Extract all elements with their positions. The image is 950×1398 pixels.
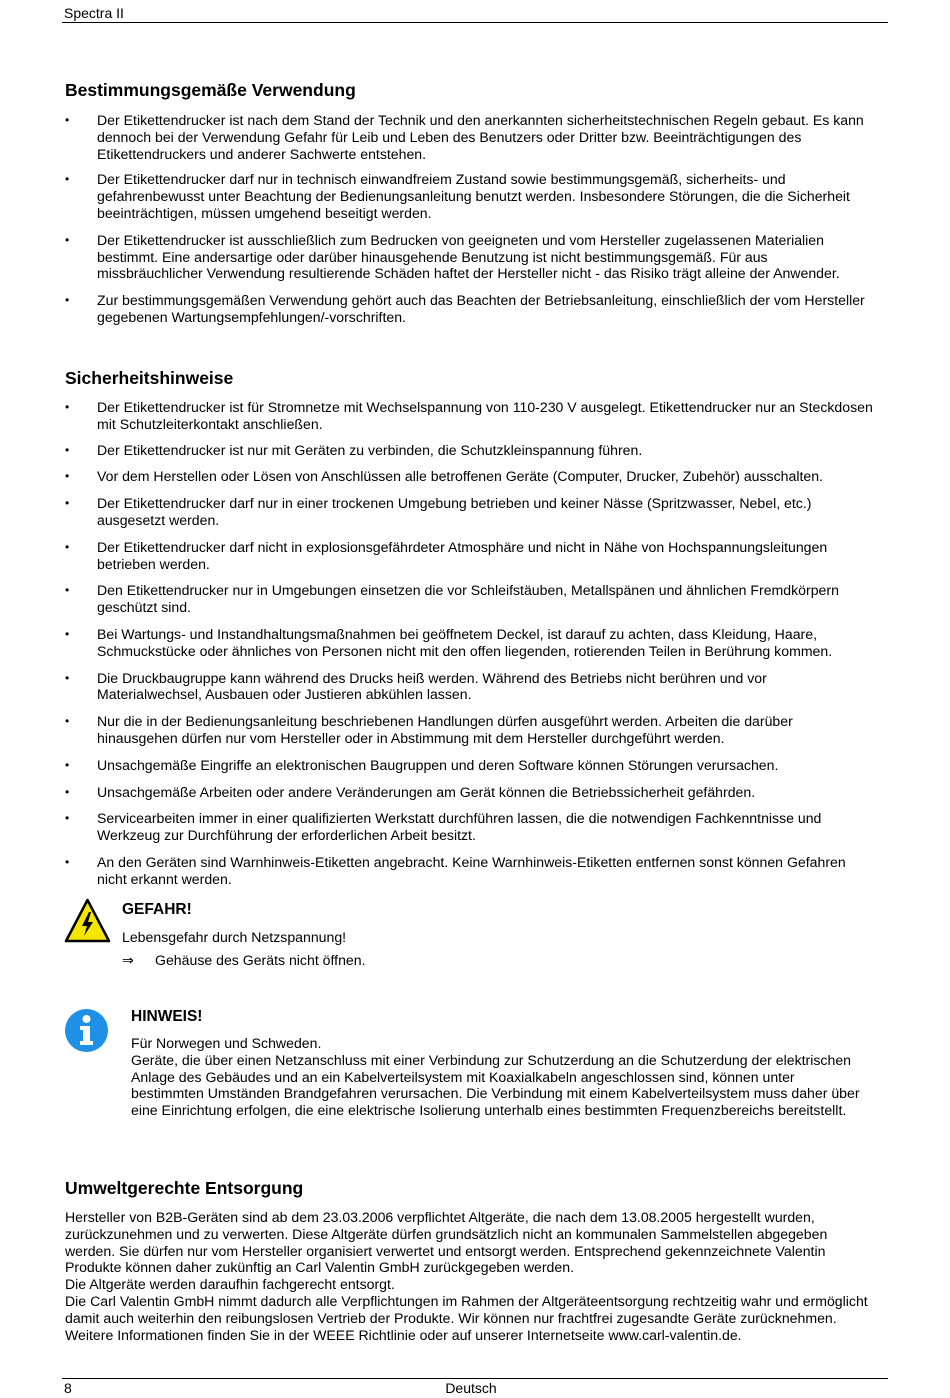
list-item: • Bei Wartungs- und Instandhaltungsmaßnahmen bei geöffnetem Deckel, ist darauf zu achten, dass Kleidung, Haare, Schmuckstücke oder ähnliches von Personen nicht mit den offen liegenden, rotierenden Teilen in Berührung kommen. — [65, 626, 875, 660]
page-footer — [62, 1378, 888, 1398]
section-intended-use — [65, 79, 875, 326]
list-item: • An den Geräten sind Warnhinweis-Etiketten angebracht. Keine Warnhinweis-Etiketten entfernen sonst können Gefahren nicht erkannt werden. — [65, 854, 875, 888]
paragraph: Weitere Informationen finden Sie in der WEEE Richtlinie oder auf unserer Internetseite www.carl-valentin.de. — [65, 1326, 742, 1343]
notice-text: Geräte, die über einen Netzanschluss mit einer Verbindung zur Schutzerdung an die Schutzerdung der elektrischen Anlage des Gebäudes und an ein Kabelverteilsystem mit Koaxialkabeln angeschlossen sind, können unter bestimmten Umständen Brandgefahren verursachen. Die Verbindung mit einem Kabelverteilsystem muss daher über eine Einrichtung erfolgen, die eine elektrische Isolierung unterhalb eines bestimmten Frequenzbereichs bereitstellt. — [131, 1051, 860, 1119]
list-item: • Der Etikettendrucker ist nach dem Stand der Technik und den anerkannten sicherheitstechnischen Regeln gebaut. Es kann dennoch bei der Verwendung Gefahr für Leib und Leben des Benutzers oder Dritter bzw. Beeinträchtigungen des Etikettendruckers und anderer Sachwerte entstehen. — [65, 112, 875, 162]
notice-title: HINWEIS! — [131, 1008, 203, 1025]
list-item: • Der Etikettendrucker ist ausschließlich zum Bedrucken von geeigneten und vom Hersteller zugelassenen Materialien bestimmt. Eine andersartige oder darüber hinausgehende Benutzung ist nicht bestimmungsgemäß. Für aus missbräuchlicher Verwendung resultierende Schäden haftet der Hersteller nicht - das Risiko trägt alleine der Anwender. — [65, 232, 875, 282]
paragraph: Die Altgeräte werden daraufhin fachgerecht entsorgt. — [65, 1276, 395, 1293]
list-item: • Nur die in der Bedienungsanleitung beschriebenen Handlungen dürfen ausgeführt werden. Arbeiten die darüber hinausgehen dürfen nur vom Hersteller oder in Abstimmung mit dem Hersteller durchgeführt werden. — [65, 713, 875, 747]
list-item: • Den Etikettendrucker nur in Umgebungen einsetzen die vor Schleifstäuben, Metallspänen und ähnlichen Fremdkörpern geschützt sind. — [65, 582, 875, 616]
paragraph: Die Carl Valentin GmbH nimmt dadurch alle Verpflichtungen im Rahmen der Altgeräteentsorgung rechtzeitig wahr und ermöglicht damit auch weiterhin den reibungslosen Vertrieb der Produkte. Wir können nur frachtfrei zugesandte Geräte zurücknehmen. — [65, 1292, 868, 1326]
list-item: • Der Etikettendrucker darf nur in technisch einwandfreiem Zustand sowie bestimmungsgemäß, sicherheits- und gefahrenbewusst unter Beachtung der Bedienungsanleitung benutzt werden. Insbesondere Störungen, die die Sicherheit beeinträchtigen, müssen umgehend beseitigt werden. — [65, 171, 875, 221]
list-item: • Vor dem Herstellen oder Lösen von Anschlüssen alle betroffenen Geräte (Computer, Drucker, Zubehör) ausschalten. — [65, 468, 875, 485]
notice-line: Für Norwegen und Schweden. — [131, 1035, 322, 1051]
bullet-list — [65, 399, 875, 888]
list-item: • Der Etikettendrucker darf nur in einer trockenen Umgebung betrieben und keiner Nässe (Spritzwasser, Nebel, etc.) ausgesetzt werden. — [65, 495, 875, 529]
bullet-list — [65, 112, 875, 326]
list-item: • Der Etikettendrucker darf nicht in explosionsgefährdeter Atmosphäre und nicht in Nähe von Hochspannungsleitungen betrieben werden. — [65, 539, 875, 573]
section-disposal — [65, 1177, 880, 1343]
list-item: • Unsachgemäße Arbeiten oder andere Veränderungen am Gerät können die Betriebssicherheit gefährden. — [65, 784, 875, 801]
section-heading: Umweltgerechte Entsorgung — [65, 1178, 304, 1198]
list-item: • Der Etikettendrucker ist für Stromnetze mit Wechselspannung von 110-230 V ausgelegt. Etikettendrucker nur an Steckdosen mit Schutzleiterkontakt anschließen. — [65, 399, 875, 433]
list-item: • Zur bestimmungsgemäßen Verwendung gehört auch das Beachten der Betriebsanleitung, einschließlich der vom Hersteller gegebenen Wartungsempfehlungen/-vorschriften. — [65, 292, 875, 326]
section-safety — [65, 367, 875, 888]
danger-title: GEFAHR! — [122, 901, 192, 918]
info-icon — [64, 1008, 109, 1053]
danger-action — [122, 952, 862, 969]
danger-action-text: Gehäuse des Geräts nicht öffnen. — [155, 951, 366, 968]
list-item: • Unsachgemäße Eingriffe an elektronischen Baugruppen und deren Software können Störungen verursachen. — [65, 757, 875, 774]
danger-notice — [122, 900, 862, 969]
list-item: • Der Etikettendrucker ist nur mit Geräten zu verbinden, die Schutzkleinspannung führen. — [65, 442, 875, 459]
arrow-icon: ⇒ — [122, 951, 134, 968]
page-header — [62, 4, 888, 23]
document-title: Spectra II — [64, 5, 124, 21]
list-item: • Die Druckbaugruppe kann während des Drucks heiß werden. Während des Betriebs nicht berühren und vor Materialwechsel, Ausbauen oder Justieren abkühlen lassen. — [65, 670, 875, 704]
danger-text: Lebensgefahr durch Netzspannung! — [122, 929, 347, 945]
footer-language: Deutsch — [445, 1380, 497, 1396]
page-number: 8 — [64, 1380, 72, 1396]
section-heading: Sicherheitshinweise — [65, 368, 234, 388]
paragraph: Hersteller von B2B-Geräten sind ab dem 23.03.2006 verpflichtet Altgeräte, die nach dem 13.08.2005 hergestellt wurden, zurückzunehmen und zu verwerten. Diese Altgeräte dürfen grundsätzlich nicht an kommunalen Sammelstellen abgegeben werden. Sie dürfen nur vom Hersteller organisiert verwertet und entsorgt werden. Entsprechend gekennzeichnete Valentin Produkte können daher zukünftig an Carl Valentin GmbH zurückgegeben werden. — [65, 1209, 828, 1276]
section-heading: Bestimmungsgemäße Verwendung — [65, 80, 356, 100]
info-notice — [131, 1007, 871, 1119]
high-voltage-warning-icon — [64, 898, 111, 944]
list-item: • Servicearbeiten immer in einer qualifizierten Werkstatt durchführen lassen, die die notwendigen Fachkenntnisse und Werkzeug zur Durchführung der erforderlichen Arbeit besitzt. — [65, 810, 875, 844]
